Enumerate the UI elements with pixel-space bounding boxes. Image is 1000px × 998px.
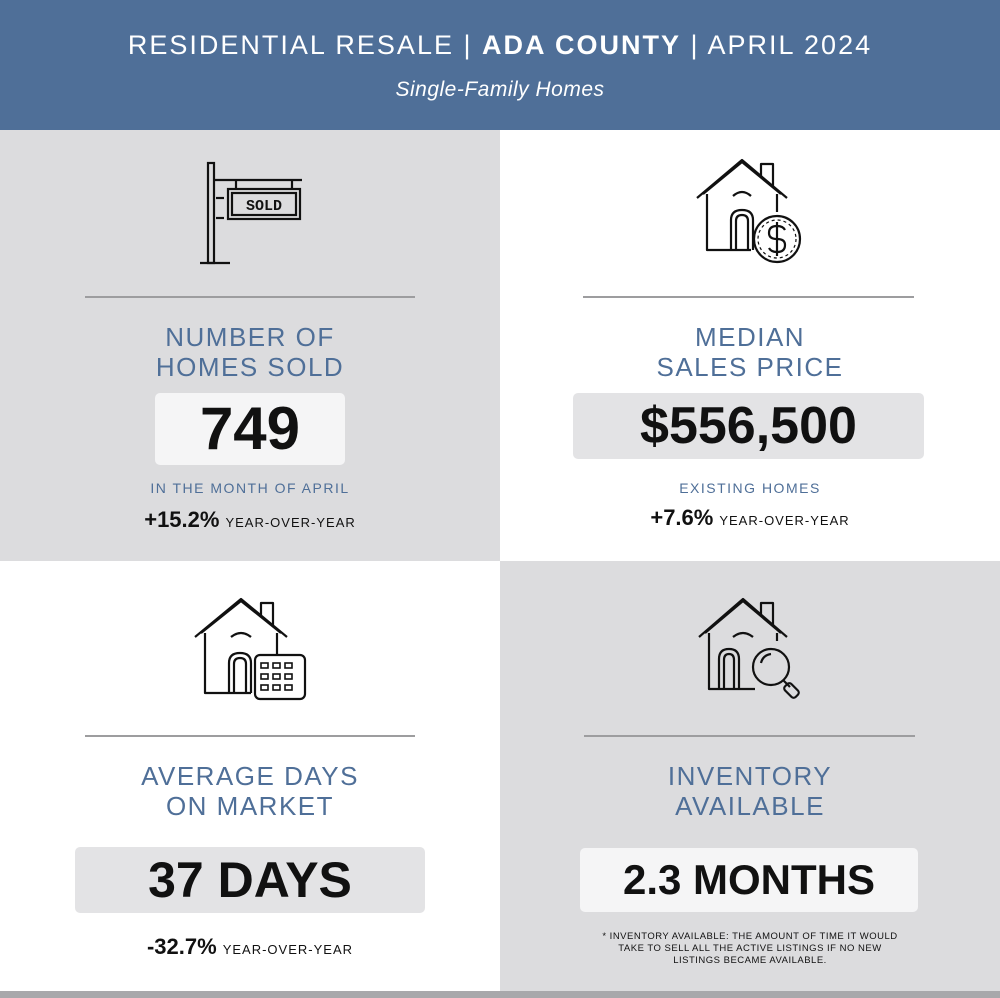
divider: [584, 735, 915, 737]
days-on-market-yoy: [0, 934, 500, 960]
yoy-value: +15.2%: [144, 507, 220, 532]
report-subtitle: Single-Family Homes: [395, 78, 605, 101]
footnote-line: LISTINGS BECAME AVAILABLE.: [673, 955, 827, 966]
yoy-value: +7.6%: [650, 505, 714, 530]
days-on-market-value: 37 DAYS: [75, 847, 425, 913]
inventory-label: [500, 761, 1000, 821]
sold-sign-icon: [196, 158, 306, 268]
header-banner: [0, 0, 1000, 130]
inventory-value: 2.3 MONTHS: [580, 848, 918, 912]
bottom-bar: [0, 991, 1000, 998]
label-line: AVERAGE DAYS: [141, 761, 359, 791]
title-part-1: RESIDENTIAL RESALE |: [127, 30, 482, 60]
yoy-label: YEAR-OVER-YEAR: [222, 942, 354, 957]
yoy-label: YEAR-OVER-YEAR: [225, 515, 356, 530]
house-magnifier-icon: [697, 597, 805, 705]
sold-sign-text: SOLD: [245, 198, 283, 215]
median-price-note: EXISTING HOMES: [679, 480, 821, 496]
house-calendar-icon: [193, 597, 309, 705]
yoy-value: -32.7%: [146, 934, 217, 959]
homes-sold-label: [0, 322, 500, 382]
median-price-yoy: [500, 505, 1000, 531]
label-line: NUMBER OF: [165, 322, 335, 352]
yoy-label: YEAR-OVER-YEAR: [719, 513, 850, 528]
label-line: ON MARKET: [165, 791, 335, 821]
title-date: | APRIL 2024: [680, 30, 873, 60]
divider: [85, 296, 415, 298]
divider: [85, 735, 415, 737]
label-line: INVENTORY: [667, 761, 833, 791]
inventory-panel: [500, 561, 1000, 991]
homes-sold-yoy: [0, 507, 500, 533]
title-county: ADA COUNTY: [481, 30, 681, 60]
divider: [583, 296, 914, 298]
median-price-panel: [500, 130, 1000, 561]
days-on-market-label: [0, 761, 500, 821]
label-line: AVAILABLE: [675, 791, 825, 821]
label-line: MEDIAN: [694, 322, 806, 352]
footnote-line: TAKE TO SELL ALL THE ACTIVE LISTINGS IF NO NEW: [618, 943, 882, 954]
footnote-line: * INVENTORY AVAILABLE: THE AMOUNT OF TIME IT WOULD: [602, 931, 898, 942]
median-price-label: [500, 322, 1000, 382]
homes-sold-note: IN THE MONTH OF APRIL: [150, 480, 350, 496]
house-dollar-icon: [695, 158, 807, 268]
homes-sold-value: 749: [155, 393, 345, 465]
report-title: [0, 30, 1000, 61]
label-line: SALES PRICE: [656, 352, 844, 382]
median-price-value: $556,500: [573, 393, 924, 459]
homes-sold-panel: [0, 130, 500, 561]
days-on-market-panel: [0, 561, 500, 991]
inventory-footnote: [500, 931, 1000, 967]
label-line: HOMES SOLD: [155, 352, 345, 382]
